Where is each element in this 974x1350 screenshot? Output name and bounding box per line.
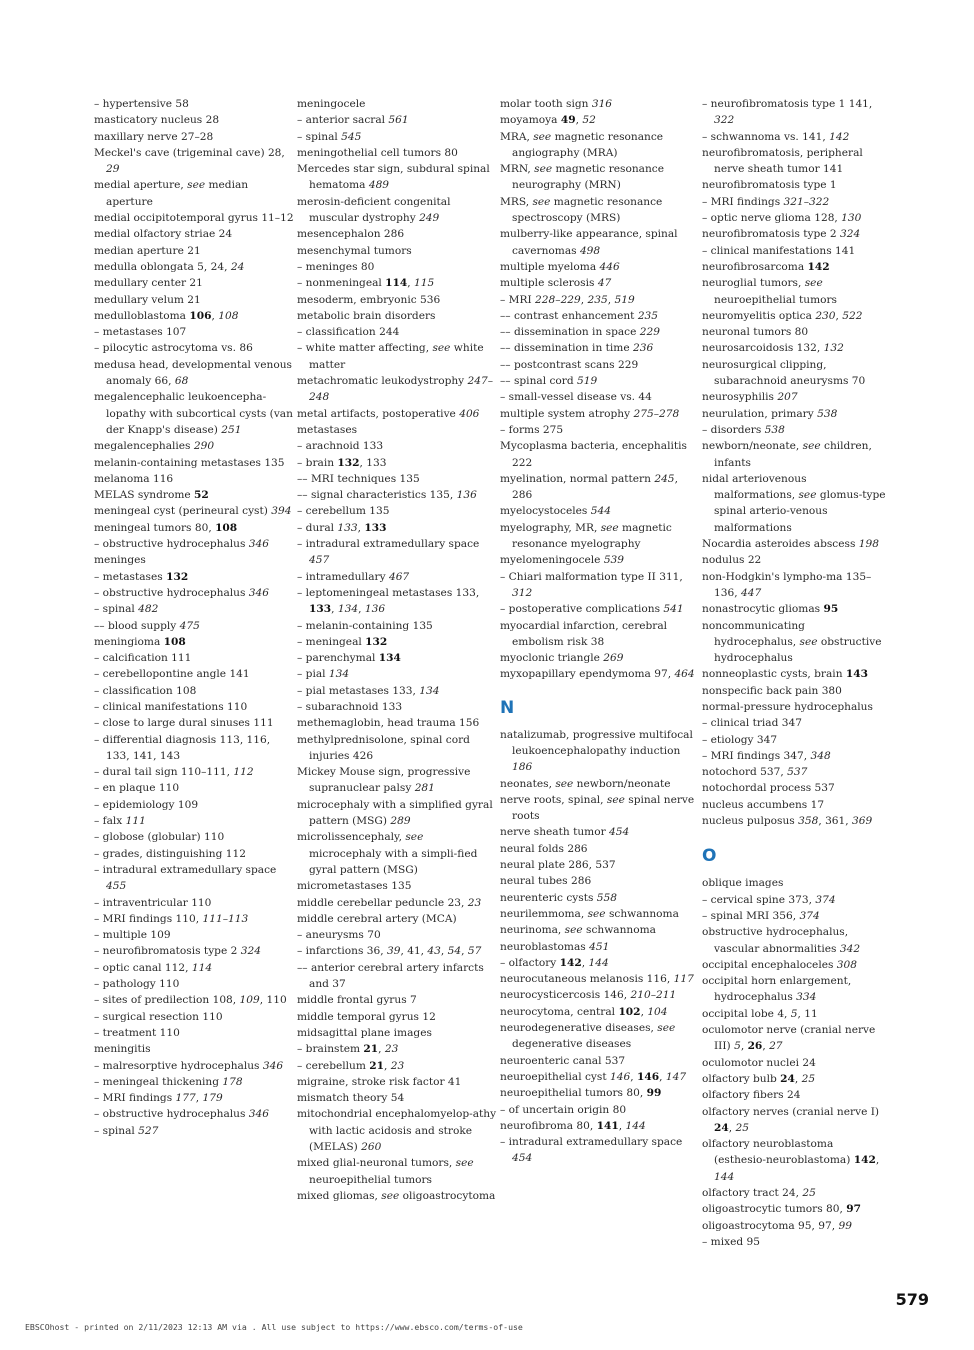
index-entry: mixed glial-neuronal tumors, see neuroepithelial tumors	[297, 1157, 474, 1186]
index-entry: – cerebellum 21, 23	[297, 1059, 405, 1072]
index-entry: MRS, see magnetic resonance spectroscopy (MRS)	[500, 195, 663, 225]
index-entry: – neurofibromatosis type 2 324	[94, 945, 261, 958]
index-entry: – MRI findings 110, 111–113	[94, 912, 249, 925]
index-entry: – of uncertain origin 80	[500, 1103, 627, 1116]
index-entry: – arachnoid 133	[297, 440, 384, 453]
index-column-2	[297, 96, 497, 1204]
index-entry: – MRI findings 321–322	[702, 195, 830, 208]
index-entry: – grades, distinguishing 112	[94, 847, 246, 860]
index-entry: masticatory nucleus 28	[94, 114, 220, 127]
index-entry: oculomotor nuclei 24	[702, 1056, 816, 1069]
index-entry: medial aperture, see median aperture	[94, 179, 249, 208]
index-entry: Nocardia asteroides abscess 198	[702, 538, 879, 551]
index-entry: Mycoplasma bacteria, encephalitis 222	[500, 440, 687, 469]
index-entry: – malresorptive hydrocephalus 346	[94, 1059, 284, 1072]
index-entry: mitochondrial encephalomyelop-athy with lactic acidosis and stroke (MELAS) 260	[297, 1108, 497, 1153]
index-entry: myxopapillary ependymoma 97, 464	[500, 668, 695, 681]
index-entry: nucleus accumbens 17	[702, 798, 825, 811]
index-entry: – falx 111	[94, 815, 146, 828]
index-entry: – optic nerve glioma 128, 130	[702, 212, 862, 225]
index-entry: – pathology 110	[94, 978, 180, 991]
index-entry: – cerebellopontine angle 141	[94, 668, 250, 681]
index-entry: nidal arteriovenous malformations, see glomus-type spinal arterio-venous malformations	[702, 472, 886, 534]
index-entry: – spinal 482	[94, 603, 159, 616]
entry-list-n2	[702, 96, 888, 829]
index-entry: – nonmeningeal 114, 115	[297, 277, 435, 290]
index-entry: neuromyelitis optica 230, 522	[702, 309, 863, 322]
index-entry: neurosurgical clipping, subarachnoid aneurysms 70	[702, 358, 866, 388]
index-entry: mismatch theory 54	[297, 1092, 405, 1105]
entry-list-m3	[500, 96, 700, 683]
index-entry: –– MRI techniques 135	[297, 472, 420, 485]
index-entry: – white matter affecting, see white matter	[297, 342, 484, 371]
index-entry: nerve roots, spinal, see spinal nerve roots	[500, 793, 695, 823]
index-entry: – aneurysms 70	[297, 929, 381, 942]
index-entry: Mercedes star sign, subdural spinal hematoma 489	[297, 163, 490, 192]
index-entry: myelomeningocele 539	[500, 554, 625, 567]
index-entry: medullary center 21	[94, 277, 203, 290]
index-entry: median aperture 21	[94, 244, 201, 257]
index-entry: – MRI findings 177, 179	[94, 1092, 223, 1105]
index-entry: – clinical manifestations 141	[702, 244, 856, 257]
index-entry: – brainstem 21, 23	[297, 1043, 399, 1056]
index-entry: meningeal tumors 80, 108	[94, 521, 238, 534]
index-entry: migraine, stroke risk factor 41	[297, 1075, 462, 1088]
index-entry: – meningeal thickening 178	[94, 1075, 243, 1088]
index-entry: – classification 244	[297, 326, 400, 339]
index-entry: olfactory tract 24, 25	[702, 1187, 816, 1199]
index-entry: – melanin-containing 135	[297, 619, 433, 632]
index-entry: – intradural extramedullary space 457	[297, 538, 480, 567]
entry-list-n1	[500, 727, 700, 1167]
index-entry: – leptomeningeal metastases 133, 133, 134, 136	[297, 586, 480, 616]
index-entry: meningeal cyst (perineural cyst) 394	[94, 505, 292, 518]
index-entry: occipital horn enlargement, hydrocephalus 334	[702, 975, 852, 1004]
index-entry: nonastrocytic gliomas 95	[702, 603, 839, 616]
index-entry: nucleus pulposus 358, 361, 369	[702, 815, 873, 828]
index-entry: middle cerebral artery (MCA)	[297, 912, 457, 925]
index-entry: – multiple 109	[94, 929, 171, 942]
index-entry: myelography, MR, see magnetic resonance myelography	[500, 521, 672, 551]
index-entry: medulloblastoma 106, 108	[94, 309, 239, 322]
index-entry: metachromatic leukodystrophy 247–248	[297, 375, 494, 404]
index-entry: – intraventricular 110	[94, 896, 212, 909]
index-entry: –– dissemination in space 229	[500, 326, 660, 339]
index-column-1	[94, 96, 294, 1139]
index-entry: neurinoma, see schwannoma	[500, 924, 656, 937]
index-entry: non-Hodgkin's lympho-ma 135–136, 447	[702, 570, 872, 599]
index-entry: – Chiari malformation type II 311, 312	[500, 570, 683, 599]
index-entry: neurulation, primary 538	[702, 407, 838, 420]
index-entry: – surgical resection 110	[94, 1010, 223, 1023]
index-entry: myoclonic triangle 269	[500, 652, 624, 665]
index-entry: – meninges 80	[297, 260, 375, 273]
index-entry: melanoma 116	[94, 472, 174, 485]
index-entry: meninges	[94, 554, 146, 567]
page-number: 579	[895, 1290, 929, 1309]
index-entry: neurocutaneous melanosis 116, 117	[500, 973, 694, 986]
index-entry: neurofibromatosis, peripheral nerve sheath tumor 141	[702, 146, 863, 176]
index-entry: – brain 132, 133	[297, 456, 387, 469]
index-entry: molar tooth sign 316	[500, 98, 613, 110]
index-entry: – cervical spine 373, 374	[702, 893, 836, 906]
index-entry: – calcification 111	[94, 652, 192, 665]
index-entry: Mickey Mouse sign, progressive supranuclear palsy 281	[297, 766, 471, 795]
index-entry: neurofibroma 80, 141, 144	[500, 1119, 646, 1132]
index-entry: –– blood supply 475	[94, 619, 200, 632]
index-entry: notochordal process 537	[702, 782, 835, 795]
index-entry: oculomotor nerve (cranial nerve III) 5, 26, 27	[702, 1024, 876, 1053]
index-entry: Meckel's cave (trigeminal cave) 28, 29	[94, 146, 285, 176]
index-entry: neurocysticercosis 146, 210–211	[500, 989, 677, 1002]
index-entry: mesencephalon 286	[297, 228, 405, 241]
index-entry: – pial 134	[297, 668, 350, 681]
index-entry: – differential diagnosis 113, 116, 133, 141, 143	[94, 733, 271, 762]
index-entry: –– signal characteristics 135, 136	[297, 489, 477, 502]
index-entry: neonates, see newborn/neonate	[500, 777, 671, 790]
index-entry: oligoastrocytic tumors 80, 97	[702, 1203, 861, 1216]
index-entry: neurilemmoma, see schwannoma	[500, 907, 679, 920]
index-entry: nonspecific back pain 380	[702, 684, 842, 697]
index-entry: – mixed 95	[702, 1235, 760, 1248]
index-entry: middle frontal gyrus 7	[297, 994, 417, 1007]
index-entry: mesoderm, embryonic 536	[297, 293, 441, 306]
index-entry: nodulus 22	[702, 554, 762, 567]
index-entry: meningothelial cell tumors 80	[297, 146, 458, 159]
index-entry: – clinical triad 347	[702, 717, 802, 730]
index-entry: – hypertensive 58	[94, 98, 189, 110]
index-entry: –– anterior cerebral artery infarcts and 37	[297, 961, 484, 991]
index-entry: neurofibromatosis type 2 324	[702, 228, 861, 241]
index-entry: multiple myeloma 446	[500, 260, 620, 273]
index-entry: meningocele	[297, 98, 366, 110]
index-entry: medullary velum 21	[94, 293, 201, 306]
index-entry: newborn/neonate, see children, infants	[702, 440, 872, 469]
index-entry: occipital lobe 4, 5, 11	[702, 1007, 818, 1020]
index-entry: MRN, see magnetic resonance neurography (MRN)	[500, 163, 665, 192]
index-entry: neurofibromatosis type 1	[702, 179, 837, 192]
index-entry: – cerebellum 135	[297, 505, 390, 518]
index-entry: neuroepithelial tumors 80, 99	[500, 1087, 662, 1100]
index-entry: – parenchymal 134	[297, 652, 401, 665]
index-entry: neurocytoma, central 102, 104	[500, 1005, 668, 1018]
index-entry: multiple sclerosis 47	[500, 277, 612, 290]
section-letter-o: O	[702, 846, 717, 867]
index-entry: MELAS syndrome 52	[94, 489, 209, 502]
index-entry: medusa head, developmental venous anomaly 66, 68	[94, 358, 292, 388]
index-entry: – epidemiology 109	[94, 798, 199, 811]
index-entry: neurosarcoidosis 132, 132	[702, 342, 844, 355]
index-entry: –– contrast enhancement 235	[500, 309, 659, 322]
index-entry: moyamoya 49, 52	[500, 114, 596, 127]
index-entry: – dural tail sign 110–111, 112	[94, 766, 254, 779]
index-entry: – meningeal 132	[297, 635, 388, 648]
entry-list-m1	[94, 96, 294, 1139]
index-entry: olfactory fibers 24	[702, 1089, 801, 1102]
index-entry: – obstructive hydrocephalus 346	[94, 1108, 270, 1121]
index-entry: – pilocytic astrocytoma vs. 86	[94, 342, 253, 355]
index-entry: neuronal tumors 80	[702, 326, 809, 339]
index-entry: – intramedullary 467	[297, 570, 410, 583]
index-entry: – treatment 110	[94, 1026, 180, 1039]
index-entry: natalizumab, progressive multifocal leukoencephalopathy induction 186	[500, 728, 693, 774]
index-entry: mixed gliomas, see oligoastrocytoma	[297, 1189, 496, 1202]
index-entry: –– dissemination in time 236	[500, 342, 654, 355]
index-entry: – metastases 107	[94, 326, 187, 339]
footer-notice: EBSCOhost - printed on 2/11/2023 12:13 AM via . All use subject to https://www.ebsco.com/terms-of-use	[25, 1322, 523, 1332]
index-entry: obstructive hydrocephalus, vascular abnormalities 342	[702, 926, 861, 955]
index-entry: notochord 537, 537	[702, 766, 808, 779]
index-entry: oligoastrocytoma 95, 97, 99	[702, 1219, 852, 1232]
index-entry: nonneoplastic cysts, brain 143	[702, 668, 869, 681]
index-entry: – disorders 538	[702, 423, 785, 436]
index-entry: neuroepithelial cyst 146, 146, 147	[500, 1070, 687, 1083]
entry-list-m2	[297, 96, 497, 1204]
index-entry: neuroblastomas 451	[500, 940, 610, 953]
index-entry: meningioma 108	[94, 635, 186, 648]
index-entry: – optic canal 112, 114	[94, 961, 213, 974]
index-entry: – obstructive hydrocephalus 346	[94, 538, 270, 551]
index-entry: –– postcontrast scans 229	[500, 358, 639, 371]
index-entry: maxillary nerve 27–28	[94, 130, 214, 143]
entry-list-o1	[702, 875, 888, 1250]
index-entry: neurodegenerative diseases, see degenerative diseases	[500, 1022, 676, 1051]
index-entry: – metastases 132	[94, 570, 189, 583]
index-entry: midsagittal plane images	[297, 1026, 432, 1039]
index-entry: micrometastases 135	[297, 880, 412, 893]
index-entry: noncommunicating hydrocephalus, see obstructive hydrocephalus	[702, 619, 882, 665]
index-entry: – MRI 228–229, 235, 519	[500, 293, 635, 306]
index-entry: neurosyphilis 207	[702, 391, 798, 404]
index-entry: methylprednisolone, spinal cord injuries 426	[297, 733, 470, 762]
index-entry: megalencephalic leukoencepha-lopathy with subcortical cysts (van der Knapp's disease) 251	[94, 391, 293, 436]
index-entry: oblique images	[702, 877, 784, 890]
index-entry: – obstructive hydrocephalus 346	[94, 586, 270, 599]
index-entry: myelocystoceles 544	[500, 505, 611, 518]
index-entry: occipital encephaloceles 308	[702, 958, 858, 971]
index-entry: neuroglial tumors, see neuroepithelial tumors	[702, 277, 837, 306]
index-entry: medial olfactory striae 24	[94, 228, 233, 241]
index-entry: – classification 108	[94, 684, 197, 697]
index-entry: middle cerebellar peduncle 23, 23	[297, 896, 482, 909]
index-entry: metal artifacts, postoperative 406	[297, 407, 480, 420]
index-entry: myocardial infarction, cerebral embolism risk 38	[500, 619, 668, 648]
index-entry: – intradural extramedullary space 454	[500, 1136, 683, 1165]
index-entry: medulla oblongata 5, 24, 24	[94, 260, 245, 273]
index-entry: – MRI findings 347, 348	[702, 749, 831, 762]
index-entry: – anterior sacral 561	[297, 114, 409, 127]
index-entry: – spinal MRI 356, 374	[702, 909, 820, 922]
index-entry: – neurofibromatosis type 1 141, 322	[702, 98, 873, 127]
index-entry: neural folds 286	[500, 842, 588, 855]
index-entry: metabolic brain disorders	[297, 309, 436, 322]
index-entry: –– spinal cord 519	[500, 375, 598, 388]
index-entry: neuroenteric canal 537	[500, 1054, 626, 1067]
index-column-3	[500, 96, 700, 1167]
index-entry: middle temporal gyrus 12	[297, 1010, 436, 1023]
index-entry: medial occipitotemporal gyrus 11–12	[94, 212, 294, 225]
index-entry: – clinical manifestations 110	[94, 700, 248, 713]
index-entry: melanin-containing metastases 135	[94, 456, 285, 469]
index-entry: – en plaque 110	[94, 782, 180, 795]
index-entry: microlissencephaly, see microcephaly with a simpli-fied gyral pattern (MSG)	[297, 831, 478, 876]
index-entry: – schwannoma vs. 141, 142	[702, 130, 850, 143]
index-entry: normal-pressure hydrocephalus	[702, 700, 873, 713]
index-entry: olfactory nerves (cranial nerve I) 24, 25	[702, 1105, 880, 1134]
index-entry: neural plate 286, 537	[500, 859, 616, 872]
index-entry: – etiology 347	[702, 733, 778, 746]
index-entry: – infarctions 36, 39, 41, 43, 54, 57	[297, 945, 482, 958]
index-entry: meningitis	[94, 1043, 151, 1056]
index-entry: mulberry-like appearance, spinal cavernomas 498	[500, 228, 678, 257]
index-entry: – small-vessel disease vs. 44	[500, 391, 652, 404]
index-entry: mesenchymal tumors	[297, 244, 412, 257]
index-entry: – globose (globular) 110	[94, 831, 225, 844]
index-entry: merosin-deficient congenital muscular dystrophy 249	[297, 195, 451, 225]
index-entry: – postoperative complications 541	[500, 603, 684, 616]
index-entry: megalencephalies 290	[94, 440, 215, 453]
index-entry: microcephaly with a simplified gyral pattern (MSG) 289	[297, 798, 493, 828]
index-entry: methemaglobin, head trauma 156	[297, 717, 480, 730]
index-entry: neural tubes 286	[500, 875, 592, 888]
index-entry: myelination, normal pattern 245, 286	[500, 472, 678, 502]
index-entry: multiple system atrophy 275–278	[500, 407, 680, 420]
index-entry: – sites of predilection 108, 109, 110	[94, 994, 287, 1007]
index-entry: – spinal 527	[94, 1124, 159, 1137]
index-entry: olfactory bulb 24, 25	[702, 1072, 816, 1085]
index-column-4	[702, 96, 888, 1250]
index-entry: – close to large dural sinuses 111	[94, 717, 274, 730]
index-entry: – subarachnoid 133	[297, 700, 403, 713]
section-letter-n: N	[500, 697, 515, 718]
index-entry: metastases	[297, 423, 358, 436]
index-entry: nerve sheath tumor 454	[500, 826, 630, 839]
index-entry: – spinal 545	[297, 130, 362, 143]
index-entry: – forms 275	[500, 423, 564, 436]
index-entry: – olfactory 142, 144	[500, 956, 609, 969]
index-entry: neurofibrosarcoma 142	[702, 260, 830, 273]
index-entry: MRA, see magnetic resonance angiography (MRA)	[500, 130, 664, 159]
index-entry: – intradural extramedullary space 455	[94, 863, 277, 893]
index-entry: – dural 133, 133	[297, 521, 387, 534]
index-entry: neurenteric cysts 558	[500, 891, 618, 904]
index-entry: olfactory neuroblastoma (esthesio-neuroblastoma) 142, 144	[702, 1138, 880, 1183]
index-entry: – pial metastases 133, 134	[297, 684, 440, 697]
